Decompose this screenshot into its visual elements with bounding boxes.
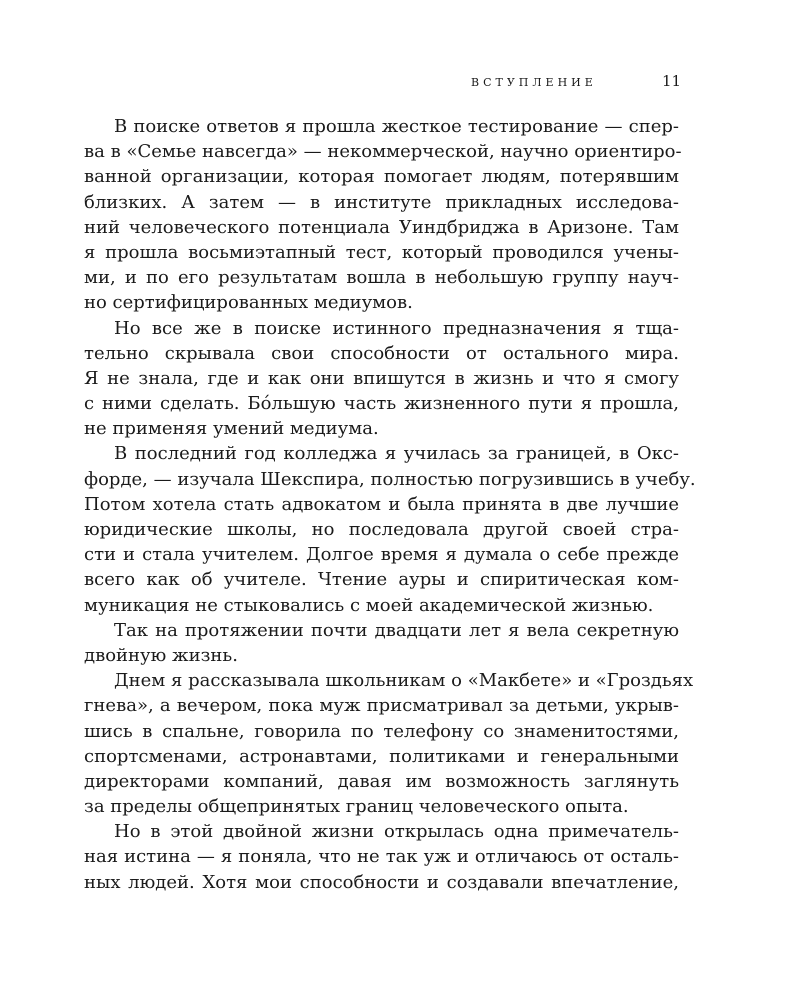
text-line: близких. А затем — в институте прикладных исследова- — [84, 191, 679, 213]
paragraph — [84, 618, 679, 668]
text-line: Но в этой двойной жизни открылась одна примечатель- — [114, 821, 679, 843]
text-line: гнева», а вечером, пока муж присматривал за детьми, укрыв- — [84, 695, 679, 717]
paragraph — [84, 316, 679, 442]
page-number: 11 — [662, 72, 682, 90]
text-line: Я не знала, где и как они впишутся в жизнь и что я смогу — [84, 367, 679, 389]
text-line: с ними сделать. Бóльшую часть жизненного пути я прошла, — [84, 393, 679, 415]
text-line: я прошла восьмиэтапный тест, который проводился учены- — [84, 241, 679, 263]
text-line: юридические школы, но последовала другой своей стра- — [84, 519, 679, 540]
body-text — [84, 114, 696, 895]
running-head: ВСТУПЛЕНИЕ — [471, 76, 597, 89]
text-line: Днем я рассказывала школьникам о «Макбете» и «Гроздьях — [114, 670, 694, 692]
paragraph — [84, 114, 682, 316]
text-line: В последний год колледжа я училась за границей, в Окс- — [114, 443, 679, 465]
text-line: спортсменами, астронавтами, политиками и генеральными — [84, 745, 679, 767]
text-line: Но все же в поиске истинного предназначения я тща- — [114, 317, 679, 339]
text-line: двойную жизнь. — [84, 644, 238, 666]
text-line: форде, — изучала Шекспира, полностью погрузившись в учебу. — [84, 468, 696, 490]
text-line: ных людей. Хотя мои способности и создавали впечатление, — [84, 871, 679, 893]
text-line: всего как об учителе. Чтение ауры и спиритическая ком- — [84, 569, 679, 591]
text-line: директорами компаний, давая им возможность заглянуть — [84, 770, 679, 792]
paragraph — [84, 441, 696, 617]
text-line: ва в «Семье навсегда» — некоммерческой, научно ориентиро- — [84, 141, 682, 163]
text-line: Потом хотела стать адвокатом и была принята в две лучшие — [84, 493, 679, 515]
text-line: В поиске ответов я прошла жесткое тестирование — спер- — [114, 116, 679, 137]
text-line: но сертифицированных медиумов. — [84, 292, 413, 314]
text-line: ная истина — я поняла, что не так уж и отличаюсь от осталь- — [84, 846, 679, 868]
text-line: муникация не стыковались с моей академической жизнью. — [84, 594, 654, 616]
text-line: ний человеческого потенциала Уиндбриджа в Аризоне. Там — [84, 216, 679, 238]
text-line: ми, и по его результатам вошла в небольшую группу науч- — [84, 267, 679, 289]
text-line: не применяя умений медиума. — [84, 418, 379, 440]
text-line: ванной организации, которая помогает людям, потерявшим — [84, 166, 679, 188]
text-line: шись в спальне, говорила по телефону со знаменитостями, — [84, 720, 679, 742]
paragraph — [84, 819, 679, 895]
text-line: за пределы общепринятых границ человеческого опыта. — [84, 796, 629, 818]
text-line: тельно скрывала свои способности от остального мира. — [84, 342, 679, 364]
text-line: Так на протяжении почти двадцати лет я вела секретную — [114, 619, 679, 641]
paragraph — [84, 668, 694, 819]
text-line: сти и стала учителем. Долгое время я думала о себе прежде — [84, 544, 679, 566]
